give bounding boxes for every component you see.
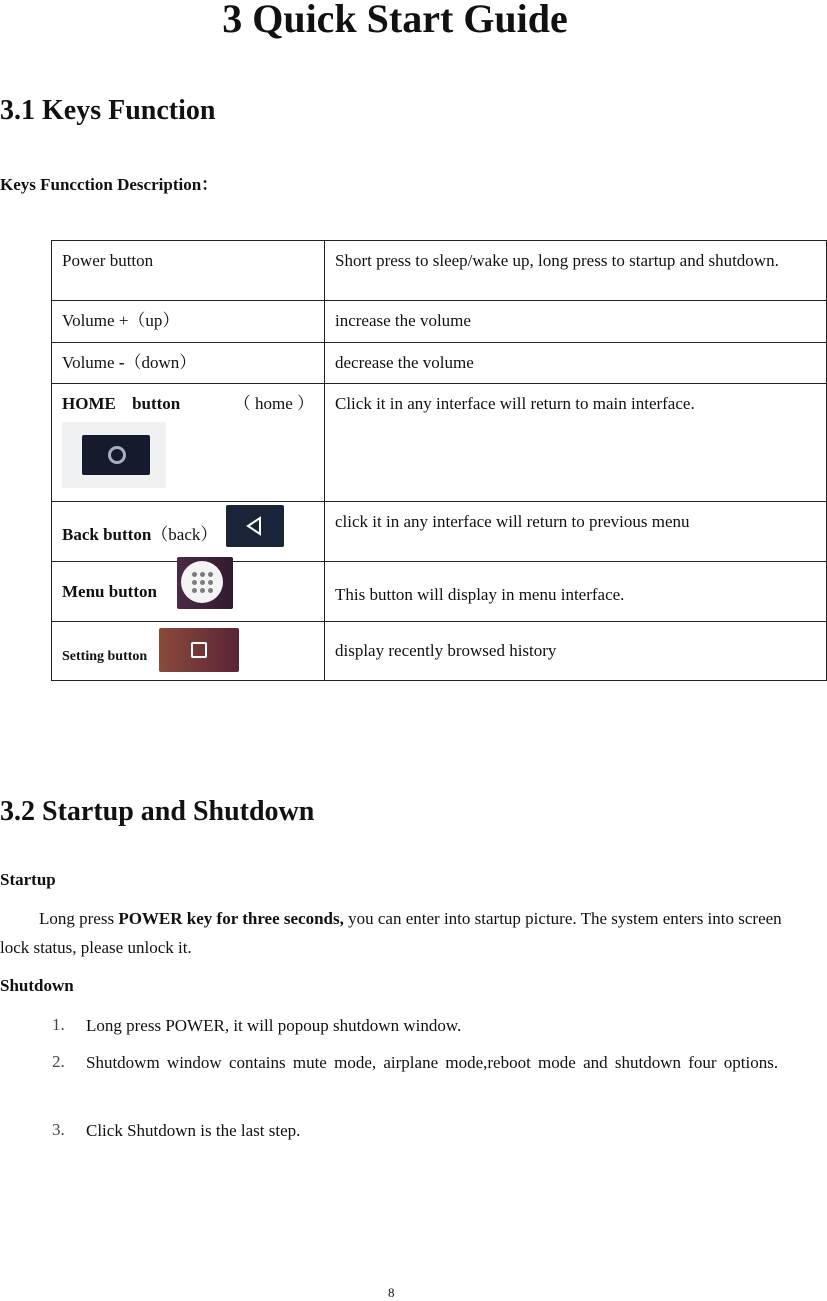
key-cell [52,502,325,562]
key-cell [52,343,325,384]
table-row [52,343,827,384]
back-triangle-icon [226,505,284,547]
page-title: 3 Quick Start Guide [222,0,568,41]
startup-text: Long press [39,909,119,928]
key-label-prefix: Volume [62,353,119,372]
key-label-bold: Menu button [62,581,157,601]
desc-cell: display recently browsed history [325,622,827,681]
key-label: Power button [62,251,154,270]
key-cell [52,301,325,343]
shutdown-label: Shutdown [0,976,74,995]
key-label-suffix: （down） [124,353,197,372]
startup-paragraph [0,904,792,962]
section-heading-startup: 3.2 Startup and Shutdown [0,796,315,827]
table-row [52,384,827,502]
app-grid-icon [177,557,233,609]
key-label-suffix: （back） [151,524,218,544]
list-item: Long press POWER, it will popoup shutdown window. [86,1016,462,1035]
section-heading-keys: 3.1 Keys Function [0,95,216,126]
startup-text-rest: you can enter into startup picture. The system enters into screen lock status, please unlock it. [0,909,782,957]
key-cell [52,384,325,502]
table-row [52,562,827,622]
key-cell [52,622,325,681]
list-number: 3. [52,1120,65,1139]
key-label-bold: HOME button [62,394,181,413]
recent-square-icon [159,628,239,672]
desc-cell: click it in any interface will return to previous menu [325,502,827,562]
list-number: 2. [52,1052,65,1071]
desc-cell: increase the volume [325,301,827,343]
key-label-suffix: （ home ） [233,394,314,413]
list-number: 1. [52,1015,65,1034]
list-item: Click Shutdown is the last step. [86,1121,301,1140]
page-number: 8 [388,1285,395,1300]
list-item: Shutdowm window contains mute mode, airplane mode,reboot mode and shutdown four options. [86,1053,779,1072]
keys-subheading: Keys Funcction Description： [0,175,219,194]
key-label: Volume +（up） [62,311,180,330]
key-label-bold: - [118,353,125,372]
desc-cell: Click it in any interface will return to main interface. [325,384,827,502]
keys-table [51,240,827,681]
key-cell [52,562,325,622]
desc-cell: This button will display in menu interface. [325,562,827,622]
key-cell [52,241,325,301]
table-row [52,241,827,301]
key-label-bold: Back button [62,524,152,544]
table-row [52,301,827,343]
desc-cell: decrease the volume [325,343,827,384]
table-row [52,502,827,562]
startup-label: Startup [0,870,56,889]
key-label-bold: Setting button [62,648,148,664]
startup-text-bold: POWER key for three seconds, [118,909,344,928]
home-circle-icon [62,422,166,488]
desc-cell: Short press to sleep/wake up, long press to startup and shutdown. [325,241,827,301]
table-row [52,622,827,681]
